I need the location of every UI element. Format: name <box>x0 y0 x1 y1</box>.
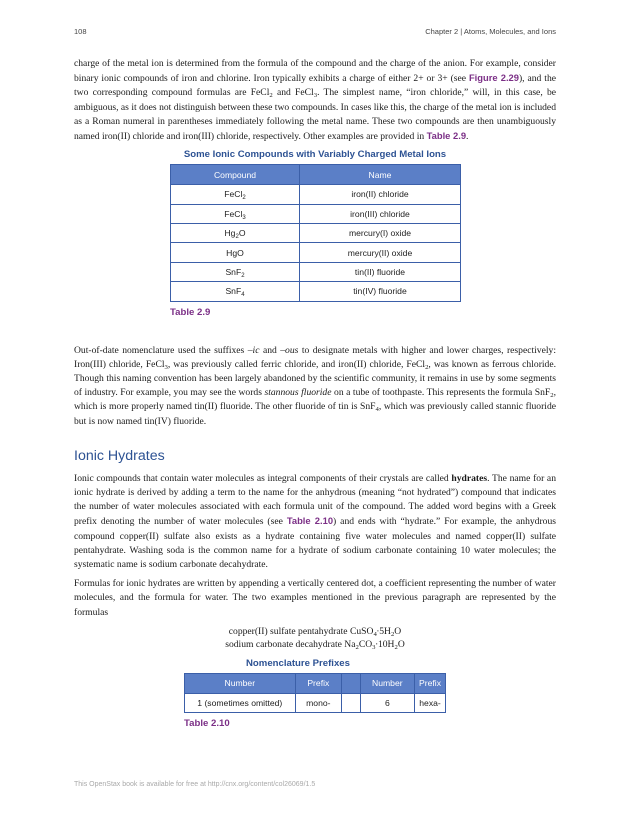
table-row <box>171 282 461 301</box>
page-content <box>74 57 556 729</box>
table-2-10 <box>184 673 446 713</box>
compound-cell: $Hg_2O$ <box>171 224 300 243</box>
table-row <box>171 243 461 262</box>
paragraph-metal-ion-charge: charge of the metal ion is determined from the formula of the compound and the charge of the anion. For example, consider binary ionic compounds of iron and chlorine. Iron typically exhibits a charge of either 2+ or 3+ (see Figure 2.29), and the two corresponding compound formulas are FeCl$_2$ and FeCl$_3$. The simplest name, “iron chloride,” will, in this case, be ambiguous, as it does not distinguish between these two compounds. In cases like this, the charge of the metal ion is included as a Roman numeral in parentheses immediately following the metal name. These two compounds are then unambiguously named iron(II) chloride and iron(III) chloride, respectively. Other examples are provided in Table 2.9. <box>74 58 556 143</box>
table-row <box>171 204 461 223</box>
table-row <box>185 693 446 712</box>
compound-cell: SnF$_4$ <box>171 282 300 301</box>
compound-cell: SnF$_2$ <box>171 262 300 281</box>
footer-note: This OpenStax book is available for free at http://cnx.org/content/col26069/1.5 <box>74 781 316 788</box>
column-header: Name <box>300 165 461 185</box>
table-2-10-link[interactable]: Table 2.10 <box>286 515 334 527</box>
paragraph-old-nomenclature: Out-of-date nomenclature used the suffixes –ic and –ous to designate metals with higher and lower charges, respectively: Iron(III) chloride, FeCl$_3$, was previously called ferric chloride, and iron(II) chloride, FeCl$_2$, was known as ferrous chloride. Though this naming convention has been largely abandoned by the scientific community, it remains in use by some segments of industry. For example, you may see the words stannous fluoride on a tube of toothpaste. This represents the formula SnF$_2$, which is more properly named tin(II) fluoride. The other fluoride of tin is SnF$_4$, which was previously called stannic fluoride but is now named tin(IV) fluoride. <box>74 344 557 427</box>
table-2-9-label: Table 2.9 <box>170 306 211 318</box>
page-number: 108 <box>74 27 87 36</box>
chapter-title: Chapter 2 | Atoms, Molecules, and Ions <box>425 27 556 36</box>
table-cell: 6 <box>360 693 414 712</box>
column-header: Number <box>185 673 296 693</box>
name-cell: mercury(II) oxide <box>300 243 461 262</box>
compound-cell: FeCl$_2$ <box>171 185 300 204</box>
figure-2-29-link[interactable]: Figure 2.29 <box>468 72 519 84</box>
name-cell: iron(II) chloride <box>300 185 461 204</box>
section-title: Ionic Hydrates <box>74 447 165 464</box>
compound-cell: FeCl$_3$ <box>171 204 300 223</box>
table-2-9-link[interactable]: Table 2.9 <box>426 130 467 142</box>
table-2-10-label: Table 2.10 <box>184 718 230 730</box>
paragraph-hydrates: Ionic compounds that contain water molecules as integral components of their crystals are called hydrates. The name for an ionic hydrate is derived by adding a term to the name for the anhydrous (meaning “not hydrated”) compound that indicates the number of water molecules associated with each formula unit of the compound. The added word begins with a Greek prefix denoting the number of water molecules (see Table 2.10) and ends with “hydrate.” For example, the anhydrous compound copper(II) sulfate also exists as a hydrate containing five water molecules and named copper(II) sulfate pentahydrate. Washing soda is the common name for a hydrate of sodium carbonate containing 10 water molecules; the systematic name is sodium carbonate decahydrate. <box>74 472 556 570</box>
table-cell: mono- <box>295 693 341 712</box>
table-row <box>171 185 461 204</box>
column-header: Compound <box>171 165 300 185</box>
paragraph-hydrate-formulas: Formulas for ionic hydrates are written by appending a vertically centered dot, a coefficient representing the number of water molecules, and the formula for water. The two examples mentioned in the previous paragraph are represented by the formulas <box>74 578 556 618</box>
table-row <box>171 262 461 281</box>
column-header: Prefix <box>295 673 341 693</box>
table-2-10-caption: Nomenclature Prefixes <box>246 657 350 669</box>
column-header: Number <box>360 673 414 693</box>
column-header: Prefix <box>415 673 446 693</box>
compound-cell: HgO <box>171 243 300 262</box>
table-cell: hexa- <box>415 693 446 712</box>
name-cell: tin(II) fluoride <box>300 262 461 281</box>
formula-sodium-carbonate: sodium carbonate decahydrate $Na_2CO_3\cdot 10H_2O$ <box>225 639 405 652</box>
table-cell-spacer <box>342 693 361 712</box>
name-cell: mercury(I) oxide <box>300 224 461 243</box>
table-2-9 <box>170 164 461 301</box>
formula-copper-sulfate: copper(II) sulfate pentahydrate $CuSO_4\cdot 5H_2O$ <box>228 625 402 638</box>
column-header-spacer <box>342 673 361 693</box>
table-2-9-caption: Some Ionic Compounds with Variably Charged Metal Ions <box>183 149 447 161</box>
table-cell: 1 (sometimes omitted) <box>185 693 296 712</box>
name-cell: tin(IV) fluoride <box>300 282 461 301</box>
name-cell: iron(III) chloride <box>300 204 461 223</box>
table-row <box>171 224 461 243</box>
